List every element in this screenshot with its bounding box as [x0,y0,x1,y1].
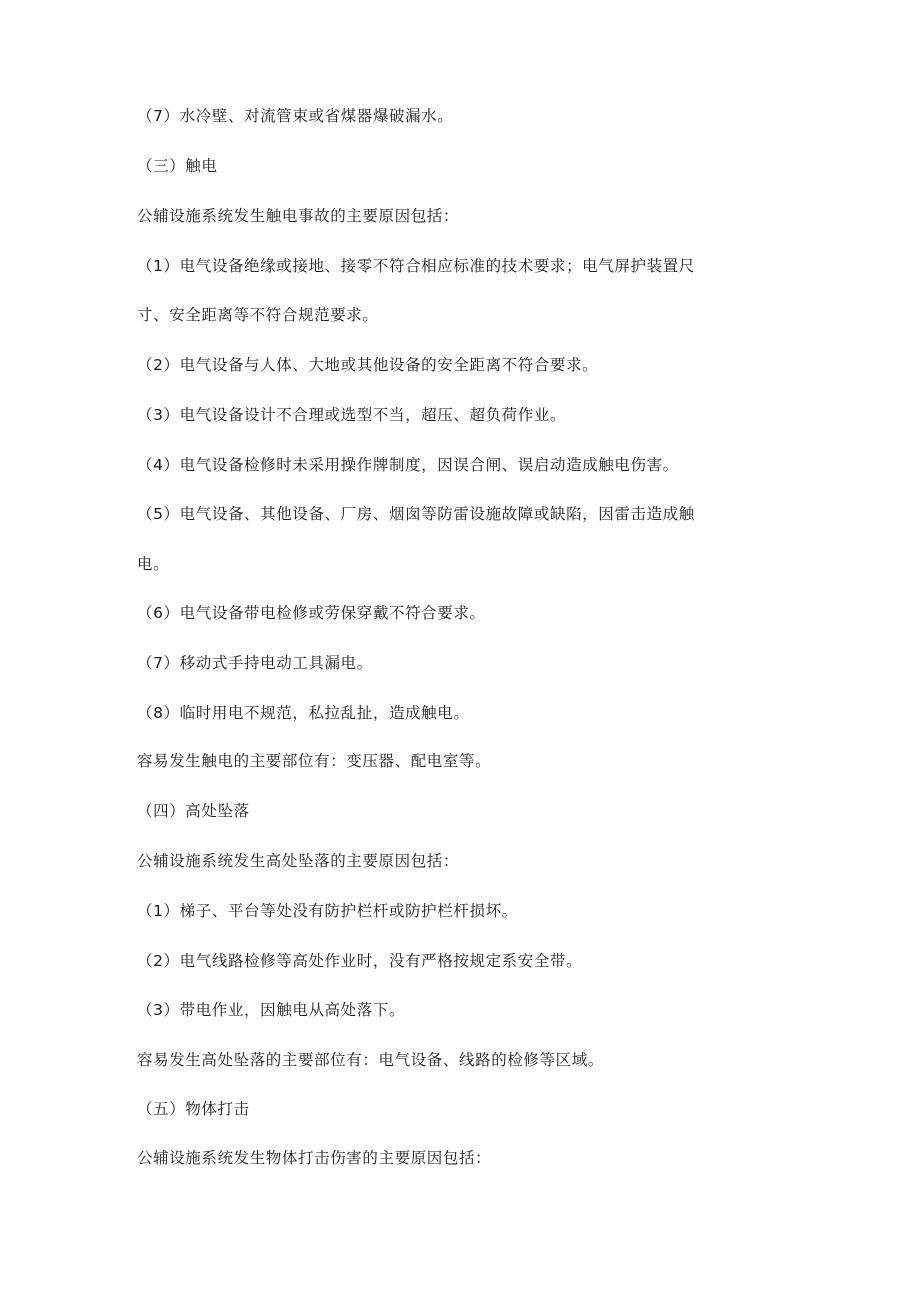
shock-item-4: （4）电气设备检修时未采用操作牌制度，因误合闸、误启动造成触电伤害。 [137,456,679,474]
fall-item-3: （3）带电作业，因触电从高处落下。 [137,1001,406,1019]
paragraph-shock-causes-intro: 公辅设施系统发生触电事故的主要原因包括： [137,207,460,225]
fall-item-2: （2）电气线路检修等高处作业时，没有严格按规定系安全带。 [137,952,583,970]
shock-item-1: （1）电气设备绝缘或接地、接零不符合相应标准的技术要求；电气屏护装置尺 [137,257,695,275]
shock-item-8: （8）临时用电不规范，私拉乱扯，造成触电。 [137,704,470,722]
shock-item-5: （5）电气设备、其他设备、厂房、烟囱等防雷设施故障或缺陷，因雷击造成触 [137,505,695,523]
section-heading-fall: （四）高处坠落 [137,802,250,820]
shock-item-6: （6）电气设备带电检修或劳保穿戴不符合要求。 [137,604,486,622]
item-7-boiler-leak: （7）水冷壁、对流管束或省煤器爆破漏水。 [137,107,454,125]
shock-item-7: （7）移动式手持电动工具漏电。 [137,654,373,672]
shock-locations: 容易发生触电的主要部位有：变压器、配电室等。 [137,752,492,770]
paragraph-strike-causes-intro: 公辅设施系统发生物体打击伤害的主要原因包括： [137,1149,492,1167]
shock-item-1-continued: 寸、安全距离等不符合规范要求。 [137,306,379,324]
shock-item-3: （3）电气设备设计不合理或选型不当，超压、超负荷作业。 [137,406,567,424]
shock-item-5-continued: 电。 [137,555,170,573]
section-heading-object-strike: （五）物体打击 [137,1100,250,1118]
fall-locations: 容易发生高处坠落的主要部位有：电气设备、线路的检修等区域。 [137,1051,604,1069]
shock-item-2: （2）电气设备与人体、大地或其他设备的安全距离不符合要求。 [137,356,599,374]
fall-item-1: （1）梯子、平台等处没有防护栏杆或防护栏杆损坏。 [137,902,518,920]
section-heading-electric-shock: （三）触电 [137,157,218,175]
paragraph-fall-causes-intro: 公辅设施系统发生高处坠落的主要原因包括： [137,852,460,870]
